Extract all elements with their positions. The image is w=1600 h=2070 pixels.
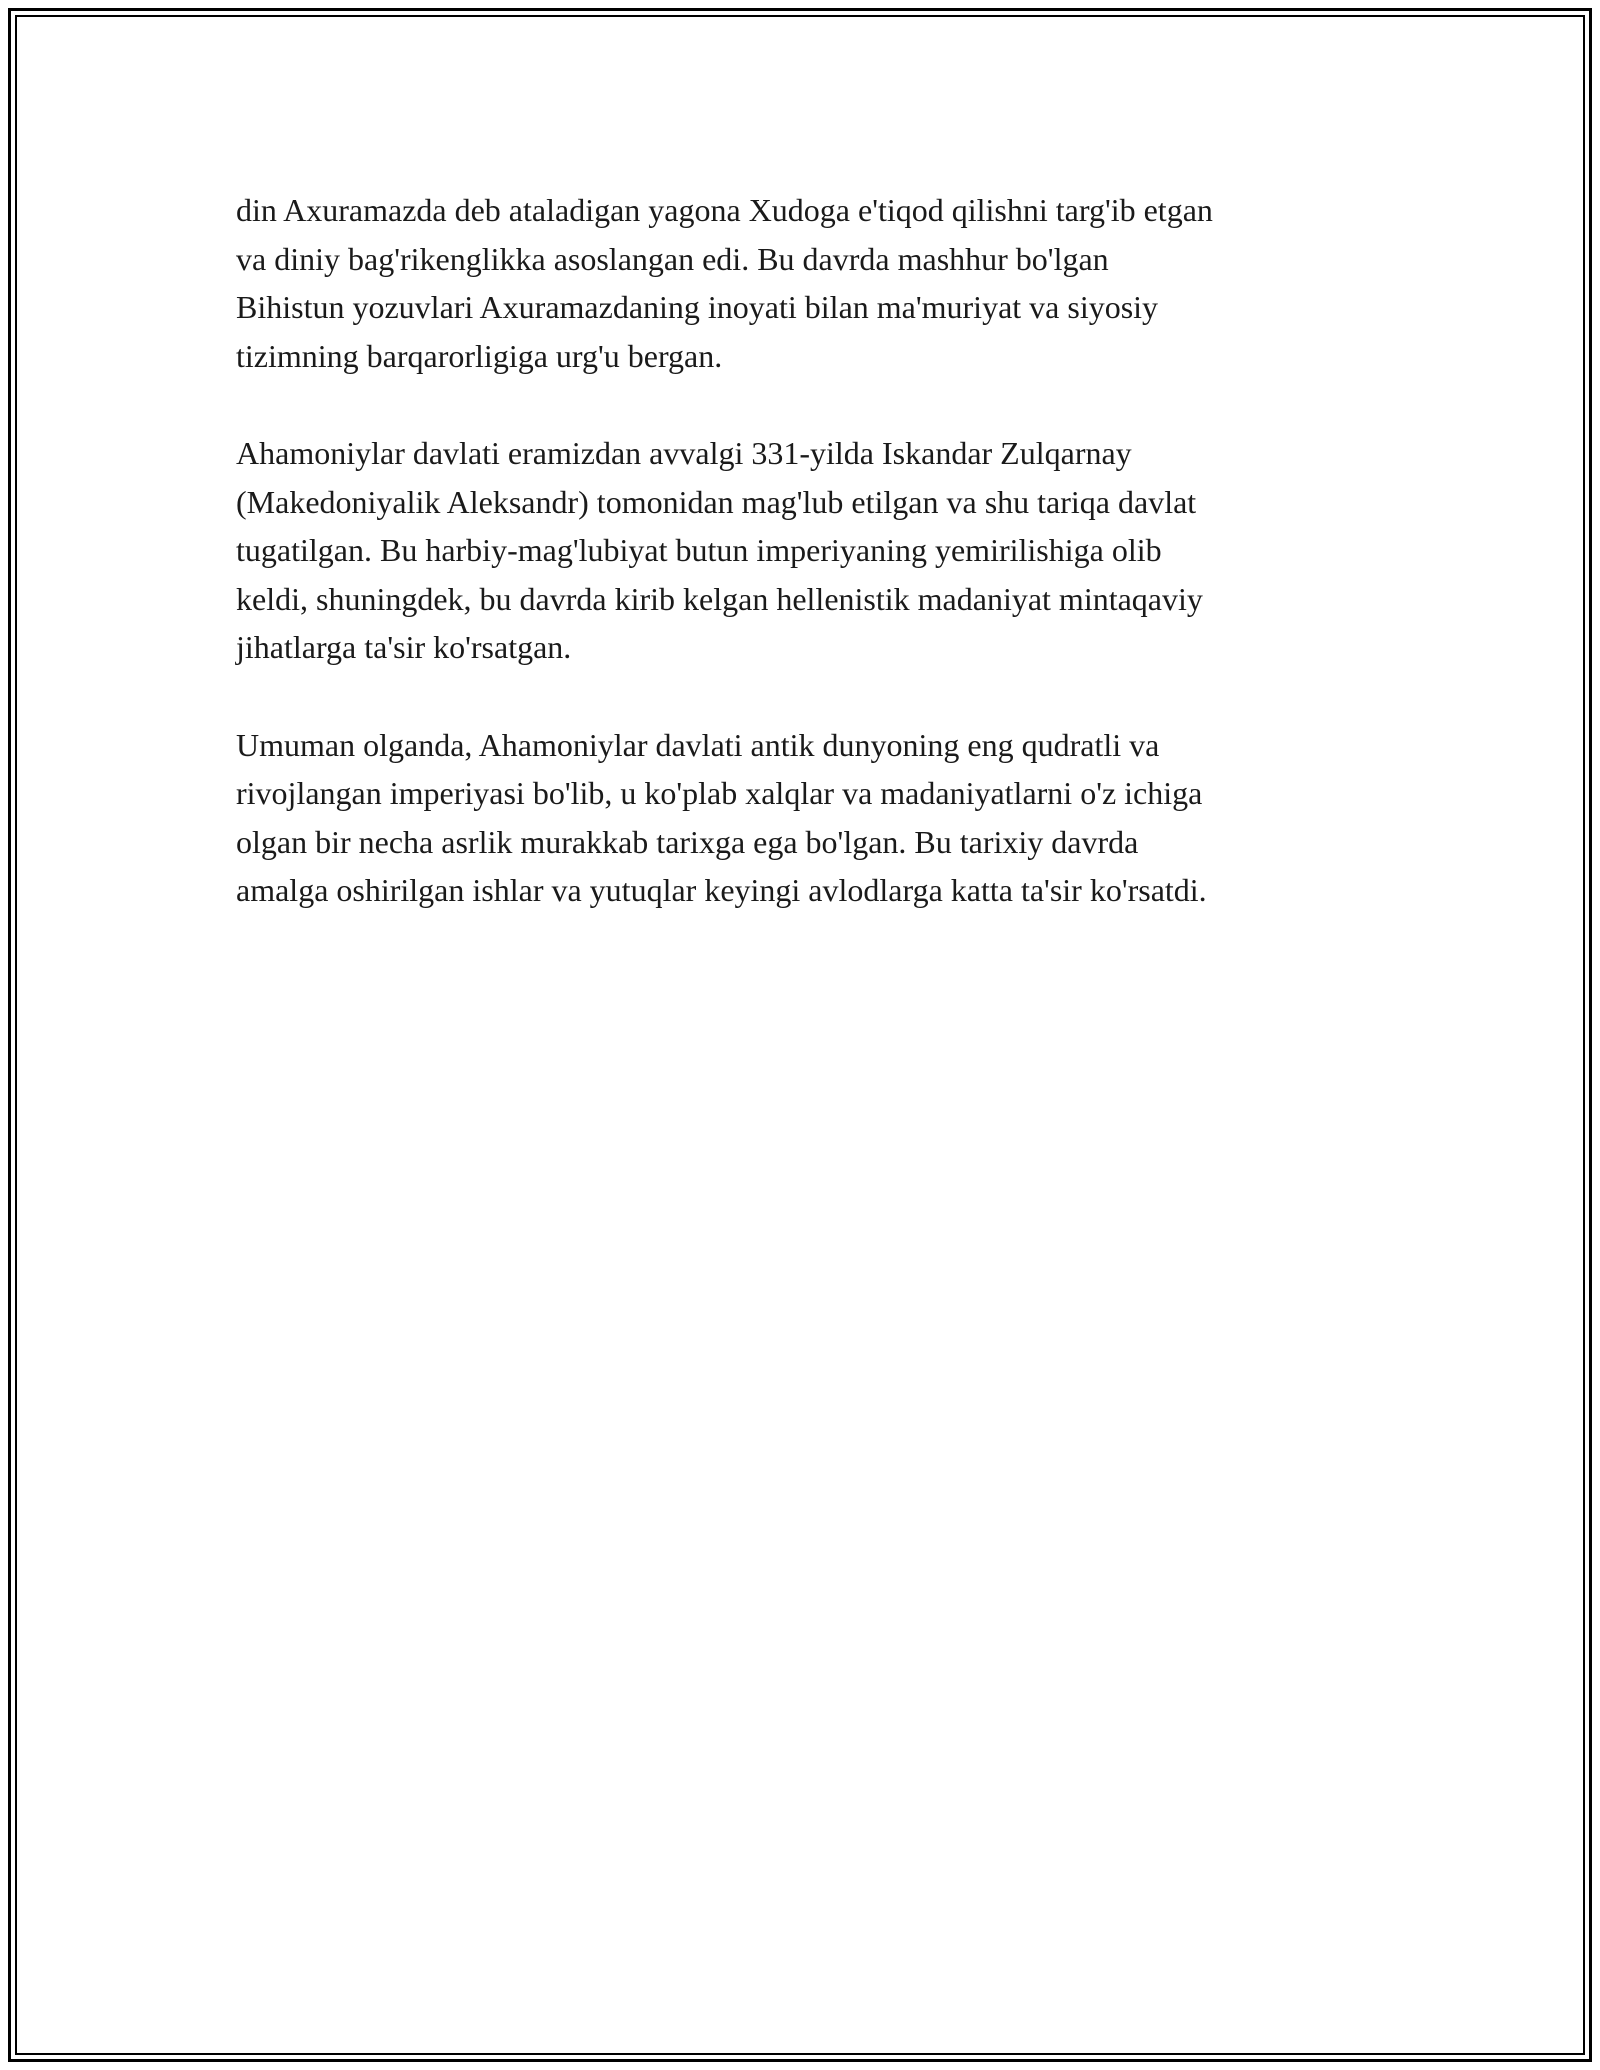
text-line: amalga oshirilgan ishlar va yutuqlar keyingi avlodlarga katta ta'sir ko'rsatdi. [236,872,1207,909]
text-line: din Axuramazda deb ataladigan yagona Xudoga e'tiqod qilishni targ'ib etgan [236,192,1213,228]
document-body [236,186,1366,964]
paragraph-1 [236,186,1366,380]
text-line: Ahamoniylar davlati eramizdan avvalgi 331-yilda Iskandar Zulqarnay [236,434,1132,471]
text-line: olgan bir necha asrlik murakkab tarixga ega bo'lgan. Bu tarixiy davrda [236,823,1139,860]
text-line: Bihistun yozuvlari Axuramazdaning inoyati bilan ma'muriyat va siyosiy [236,289,1159,326]
text-line: keldi, shuningdek, bu davrda kirib kelgan hellenistik madaniyat mintaqaviy [236,580,1203,617]
paragraph-2 [236,429,1366,672]
text-line: Umuman olganda, Ahamoniylar davlati antik dunyoning eng qudratli va [236,726,1160,763]
paragraph-3 [236,721,1366,915]
text-line: tugatilgan. Bu harbiy-mag'lubiyat butun imperiyaning yemirilishiga olib [236,532,1162,569]
text-line: va diniy bag'rikenglikka asoslangan edi. Bu davrda mashhur bo'lgan [236,240,1109,277]
text-line: rivojlangan imperiyasi bo'lib, u ko'plab xalqlar va madaniyatlarni o'z ichiga [236,775,1203,812]
text-line: (Makedoniyalik Aleksandr) tomonidan mag'lub etilgan va shu tariqa davlat [236,483,1197,520]
text-line: jihatlarga ta'sir ko'rsatgan. [236,629,572,666]
text-line: tizimning barqarorligiga urg'u bergan. [236,337,723,374]
